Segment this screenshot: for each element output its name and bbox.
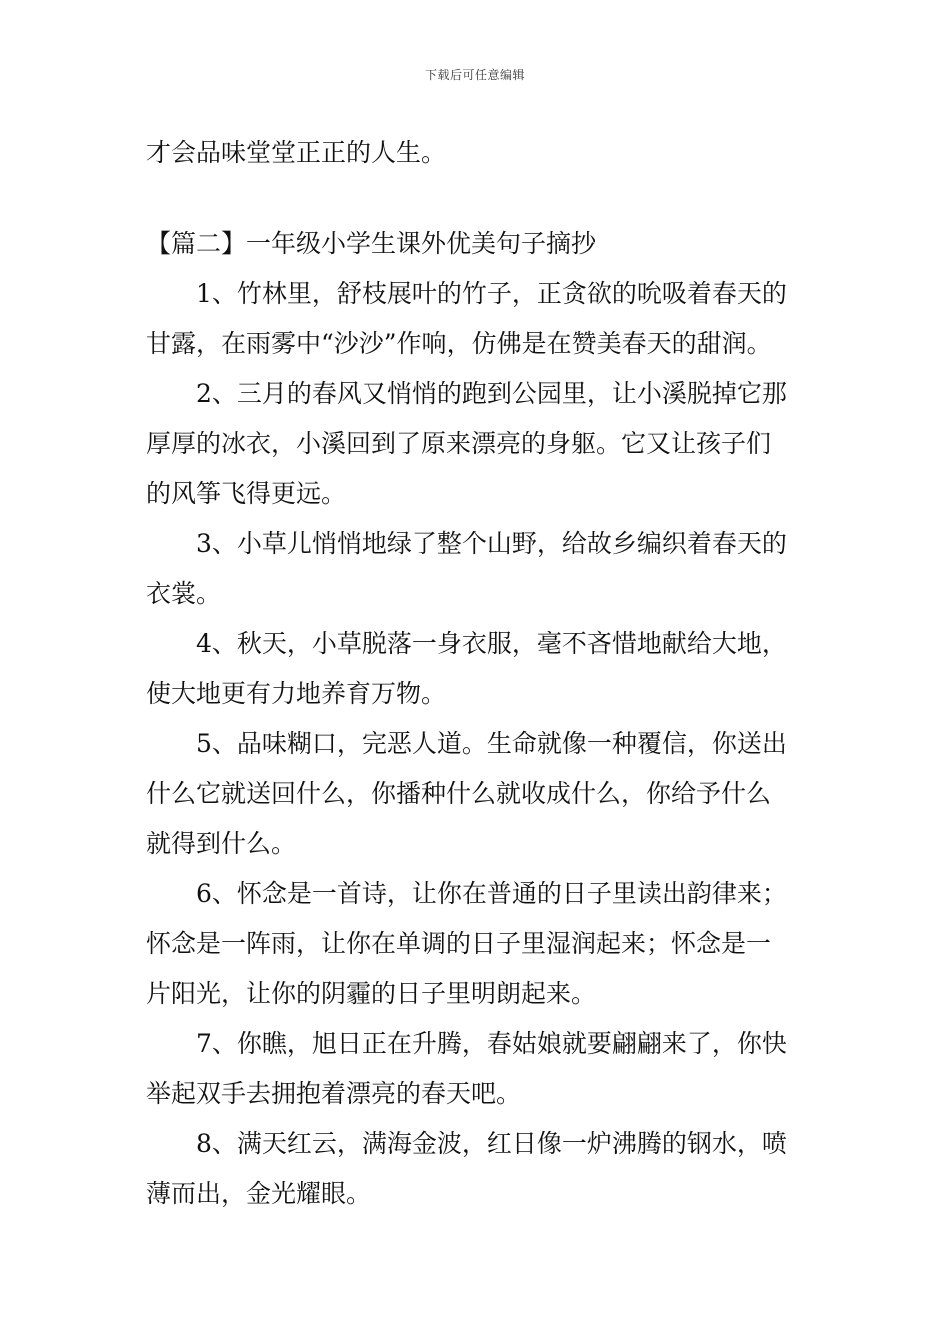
item-2 [146, 369, 808, 519]
item-line: 怀念是一阵雨，让你在单调的日子里湿润起来；怀念是一 [146, 929, 772, 958]
item-line: 2、三月的春风又悄悄的跑到公园里，让小溪脱掉它那 [196, 379, 787, 408]
item-line: 的风筝飞得更远。 [146, 479, 347, 508]
item-line: 3、小草儿悄悄地绿了整个山野，给故乡编织着春天的 [196, 529, 787, 558]
document-body [146, 128, 808, 1219]
item-3 [146, 519, 808, 619]
item-line: 7、你瞧，旭日正在升腾，春姑娘就要翩翩来了，你快 [196, 1029, 787, 1058]
item-5 [146, 719, 808, 869]
item-1 [146, 269, 808, 369]
item-line: 就得到什么。 [146, 829, 297, 858]
section-heading: 【篇二】一年级小学生课外优美句子摘抄 [146, 229, 597, 258]
item-8 [146, 1119, 808, 1219]
item-line: 甘露，在雨雾中“沙沙”作响，仿佛是在赞美春天的甜润。 [146, 329, 772, 358]
item-line: 什么它就送回什么，你播种什么就收成什么，你给予什么 [146, 779, 772, 808]
item-line: 4、秋天，小草脱落一身衣服，毫不吝惜地献给大地， [196, 629, 787, 658]
continuation-line: 才会品味堂堂正正的人生。 [146, 138, 447, 167]
item-6 [146, 869, 808, 1019]
item-line: 1、竹林里，舒枝展叶的竹子，正贪欲的吮吸着春天的 [196, 279, 787, 308]
item-line: 衣裳。 [146, 579, 222, 608]
item-line: 6、怀念是一首诗，让你在普通的日子里读出韵律来； [196, 879, 787, 908]
item-line: 举起双手去拥抱着漂亮的春天吧。 [146, 1079, 522, 1108]
item-line: 薄而出，金光耀眼。 [146, 1179, 372, 1208]
item-line: 使大地更有力地养育万物。 [146, 679, 447, 708]
item-line: 片阳光，让你的阴霾的日子里明朗起来。 [146, 979, 597, 1008]
item-4 [146, 619, 808, 719]
item-line: 8、满天红云，满海金波，红日像一炉沸腾的钢水，喷 [196, 1129, 787, 1158]
item-7 [146, 1019, 808, 1119]
item-line: 厚厚的冰衣，小溪回到了原来漂亮的身躯。它又让孩子们 [146, 429, 772, 458]
item-line: 5、品味糊口，完恶人道。生命就像一种覆信，你送出 [196, 729, 787, 758]
section-gap [146, 178, 808, 219]
page-header-note: 下载后可任意编辑 [424, 68, 525, 82]
